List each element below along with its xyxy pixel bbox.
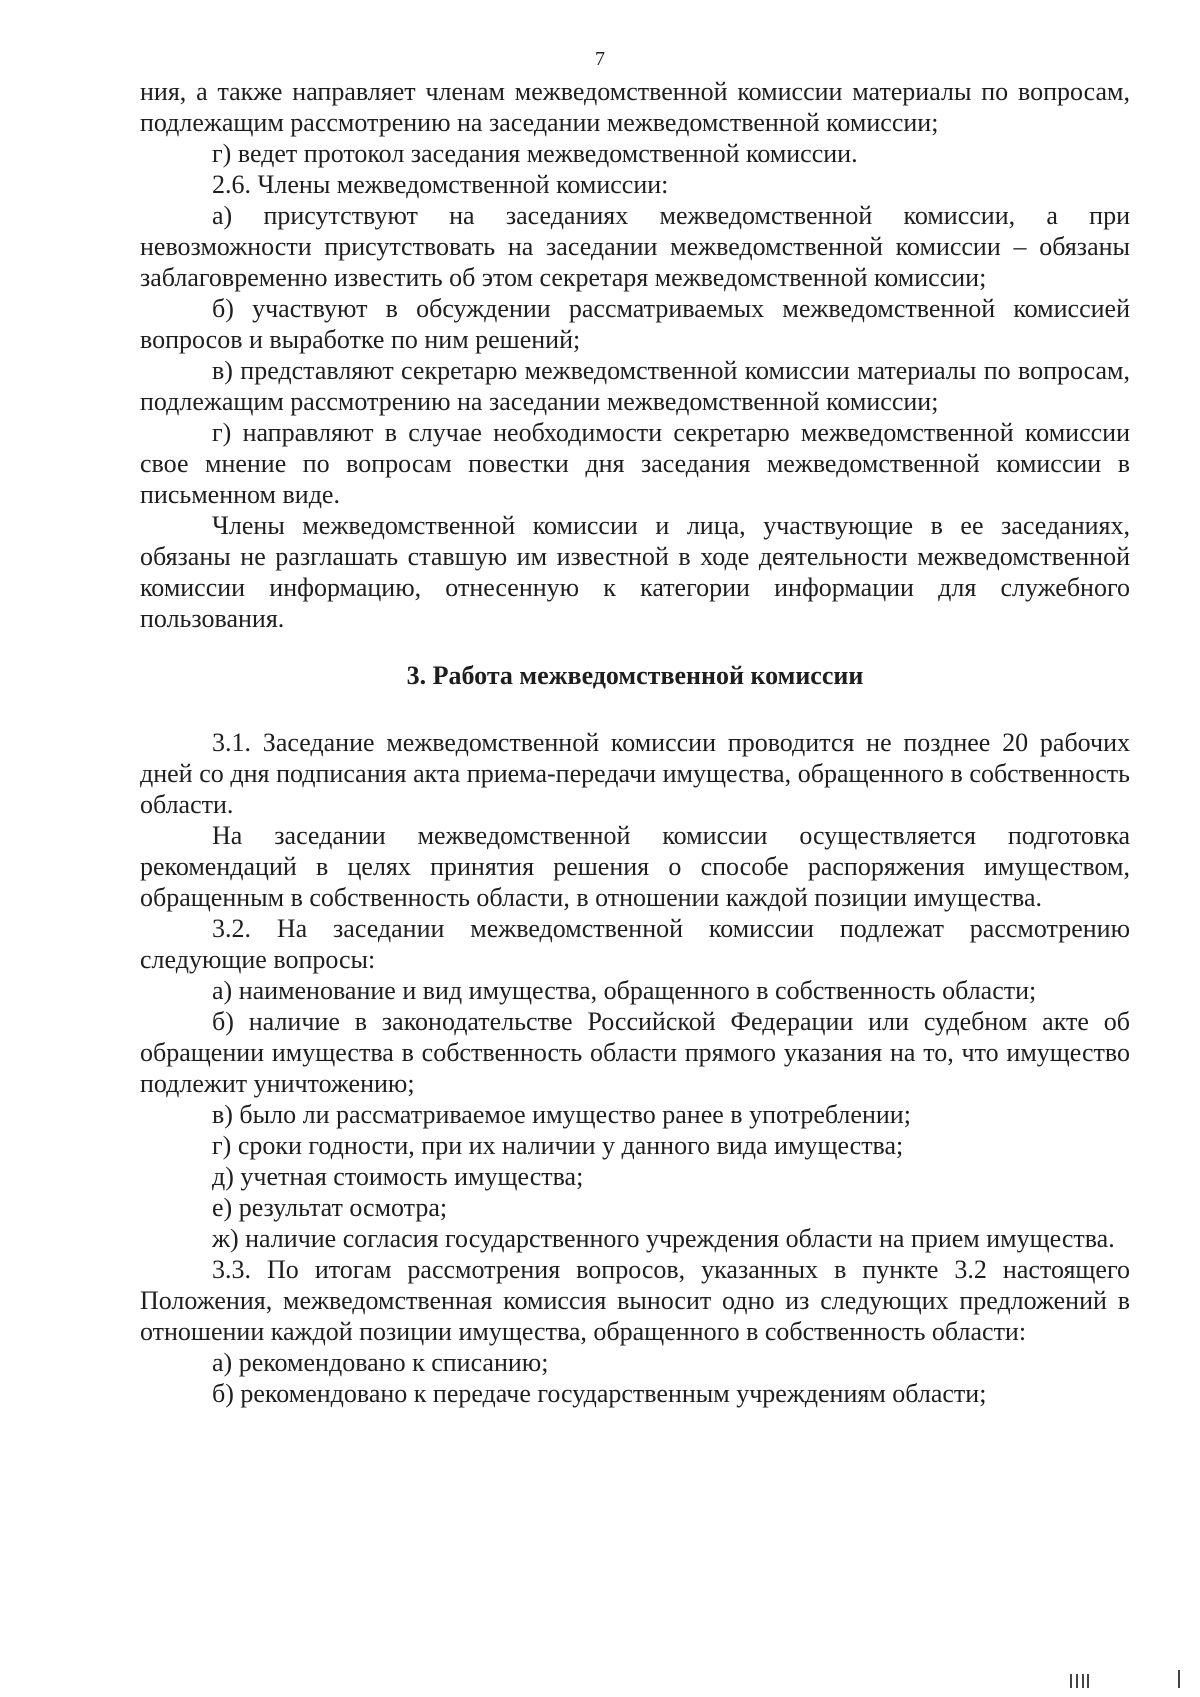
document-body [140, 76, 1130, 1409]
paragraph: г) ведет протокол заседания межведомственной комиссии. [212, 139, 858, 168]
paragraph: Члены межведомственной комиссии и лица, участвующие в ее заседаниях, обязаны не разглашать ставшую им известной в ходе деятельности межведомственной комиссии информацию, отнесенную к категории информации для служебного пользования. [140, 511, 1130, 633]
paragraph: На заседании межведомственной комиссии осуществляется подготовка рекомендаций в целях принятия решения о способе распоряжения имуществом, обращенным в собственность области, в отношении каждой позиции имущества. [140, 821, 1130, 912]
paragraph: а) присутствуют на заседаниях межведомственной комиссии, а при невозможности присутствовать на заседании межведомственной комиссии – обязаны заблаговременно известить об этом секретаря межведомственной комиссии; [140, 201, 1130, 292]
paragraph: б) участвуют в обсуждении рассматриваемых межведомственной комиссией вопросов и выработке по ним решений; [140, 294, 1130, 354]
paragraph: в) представляют секретарю межведомственной комиссии материалы по вопросам, подлежащим рассмотрению на заседании межведомственной комиссии; [140, 356, 1130, 416]
paragraph: 3.3. По итогам рассмотрения вопросов, указанных в пункте 3.2 настоящего Положения, межведомственная комиссия выносит одно из следующих предложений в отношении каждой позиции имущества, обращенного в собственность области: [140, 1255, 1130, 1346]
paragraph: 3.1. Заседание межведомственной комиссии проводится не позднее 20 рабочих дней со дня подписания акта приема-передачи имущества, обращенного в собственность области. [140, 728, 1130, 819]
paragraph: 3.2. На заседании межведомственной комиссии подлежат рассмотрению следующие вопросы: [140, 914, 1130, 974]
paragraph: г) направляют в случае необходимости секретарю межведомственной комиссии свое мнение по вопросам повестки дня заседания межведомственной комиссии в письменном виде. [140, 418, 1130, 509]
list-item: в) было ли рассматриваемое имущество ранее в употреблении; [212, 1100, 911, 1129]
list-item: д) учетная стоимость имущества; [212, 1162, 584, 1191]
list-item: а) наименование и вид имущества, обращенного в собственность области; [212, 976, 1037, 1005]
page-number: 7 [595, 48, 605, 70]
paragraph: 2.6. Члены межведомственной комиссии: [212, 170, 669, 199]
section-heading: 3. Работа межведомственной комиссии [406, 661, 864, 690]
list-item: ж) наличие согласия государственного учреждения области на прием имущества. [212, 1224, 1115, 1253]
list-item: е) результат осмотра; [212, 1193, 448, 1222]
list-item: а) рекомендовано к списанию; [212, 1348, 549, 1377]
scan-marks [1060, 1668, 1190, 1688]
paragraph-continuation: ния, а также направляет членам межведомственной комиссии материалы по вопросам, подлежащим рассмотрению на заседании межведомственной комиссии; [140, 77, 1130, 137]
list-item: б) рекомендовано к передаче государственным учреждениям области; [212, 1379, 987, 1408]
list-item: г) сроки годности, при их наличии у данного вида имущества; [212, 1131, 904, 1160]
list-item: б) наличие в законодательстве Российской Федерации или судебном акте об обращении имущества в собственность области прямого указания на то, что имущество подлежит уничтожению; [140, 1007, 1130, 1098]
